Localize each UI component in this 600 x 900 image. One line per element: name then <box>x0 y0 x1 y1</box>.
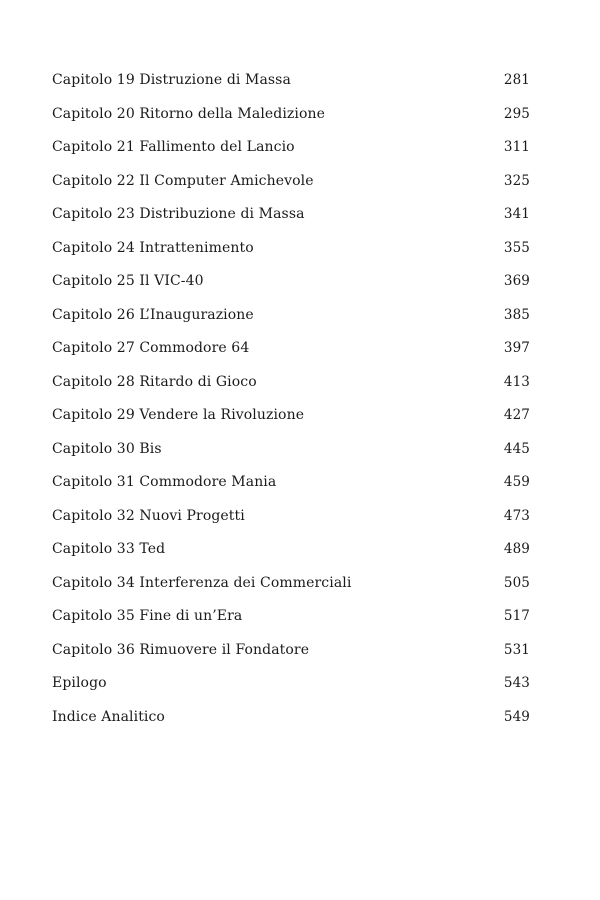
toc-entry-title: Epilogo <box>52 675 107 691</box>
toc-entry-page: 385 <box>503 306 530 323</box>
toc-entry-page: 397 <box>503 340 530 356</box>
toc-entry-title: Capitolo 34 Interferenza dei Commerciali <box>52 574 352 591</box>
table-of-contents <box>52 68 530 738</box>
toc-entry-title: Capitolo 24 Intrattenimento <box>52 239 254 256</box>
toc-entry <box>52 202 530 236</box>
toc-entry-title: Capitolo 32 Nuovi Progetti <box>52 507 245 524</box>
toc-entry-title: Capitolo 27 Commodore 64 <box>52 340 250 356</box>
toc-entry-page: 311 <box>503 139 530 155</box>
toc-entry-title: Capitolo 29 Vendere la Rivoluzione <box>52 407 305 423</box>
toc-entry <box>52 470 530 504</box>
toc-entry-page: 489 <box>503 541 530 557</box>
toc-entry-page: 473 <box>503 507 530 524</box>
toc-entry-title: Capitolo 22 Il Computer Amichevole <box>52 172 314 189</box>
toc-entry-page: 281 <box>503 72 530 88</box>
toc-entry <box>52 370 530 404</box>
toc-entry-title: Indice Analitico <box>52 708 165 725</box>
toc-entry-title: Capitolo 31 Commodore Mania <box>52 474 277 490</box>
toc-entry <box>52 671 530 705</box>
toc-entry-title: Capitolo 23 Distribuzione di Massa <box>52 206 305 222</box>
toc-entry-title: Capitolo 25 Il VIC-40 <box>52 273 204 289</box>
toc-entry <box>52 135 530 169</box>
toc-entry-page: 517 <box>503 608 530 624</box>
toc-entry <box>52 169 530 203</box>
toc-entry <box>52 504 530 538</box>
toc-entry <box>52 102 530 136</box>
toc-entry-page: 531 <box>503 641 530 658</box>
toc-entry-page: 445 <box>503 440 530 457</box>
toc-entry-title: Capitolo 19 Distruzione di Massa <box>52 72 291 88</box>
toc-entry-title: Capitolo 36 Rimuovere il Fondatore <box>52 641 310 658</box>
toc-entry-title: Capitolo 33 Ted <box>52 541 166 557</box>
toc-entry-title: Capitolo 26 L’Inaugurazione <box>52 306 254 323</box>
toc-entry-page: 369 <box>503 273 530 289</box>
toc-entry-page: 413 <box>503 373 530 390</box>
toc-entry <box>52 68 530 102</box>
toc-entry <box>52 604 530 638</box>
toc-entry <box>52 303 530 337</box>
toc-entry-page: 459 <box>503 474 530 490</box>
toc-entry-title: Capitolo 35 Fine di un’Era <box>52 608 243 624</box>
toc-entry <box>52 638 530 672</box>
toc-entry-title: Capitolo 28 Ritardo di Gioco <box>52 373 257 390</box>
toc-entry-page: 427 <box>503 407 530 423</box>
toc-entry <box>52 437 530 471</box>
toc-entry-page: 505 <box>503 574 530 591</box>
toc-entry <box>52 705 530 739</box>
toc-entry <box>52 336 530 370</box>
toc-entry-page: 543 <box>503 675 530 691</box>
toc-entry-title: Capitolo 21 Fallimento del Lancio <box>52 139 295 155</box>
toc-entry <box>52 571 530 605</box>
toc-entry <box>52 537 530 571</box>
toc-entry <box>52 269 530 303</box>
toc-entry-page: 341 <box>503 206 530 222</box>
toc-entry <box>52 236 530 270</box>
toc-entry-title: Capitolo 30 Bis <box>52 440 162 457</box>
toc-entry-page: 295 <box>503 105 530 122</box>
toc-entry-title: Capitolo 20 Ritorno della Maledizione <box>52 105 326 122</box>
toc-entry-page: 549 <box>503 708 530 725</box>
toc-entry <box>52 403 530 437</box>
toc-entry-page: 355 <box>503 239 530 256</box>
toc-entry-page: 325 <box>503 172 530 189</box>
